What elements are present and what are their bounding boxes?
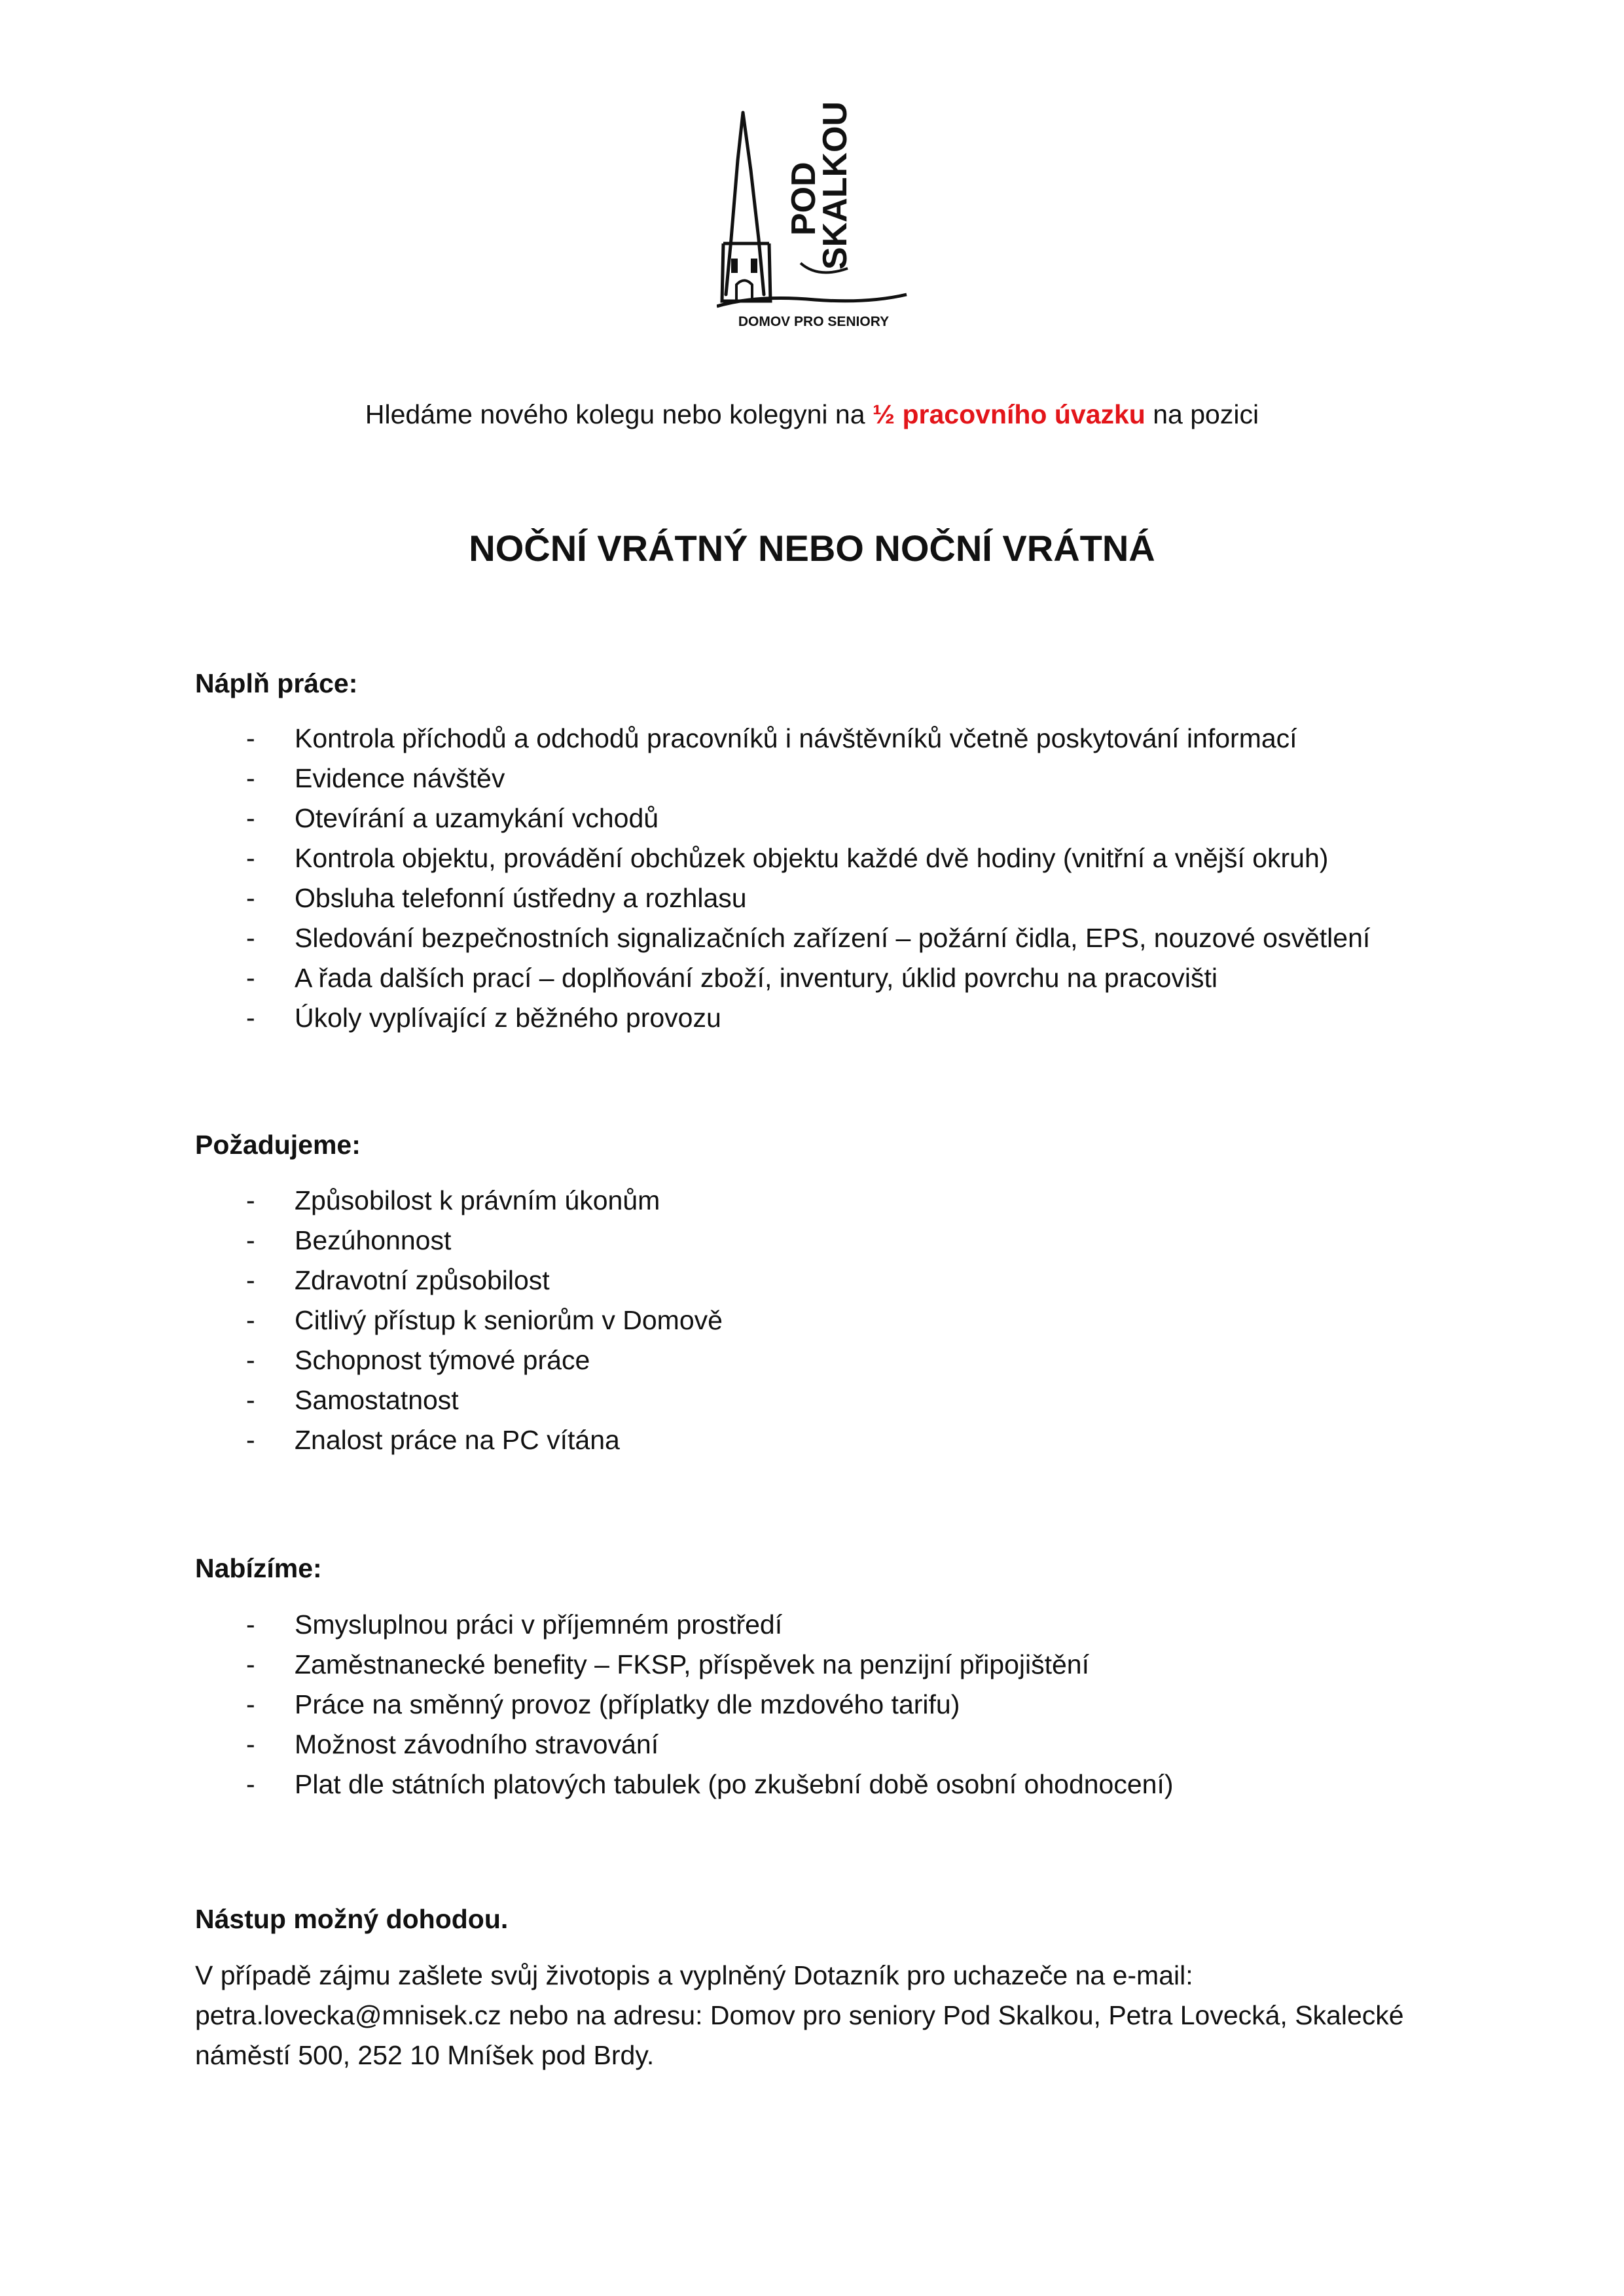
list-item: - Kontrola objektu, provádění obchůzek objektu každé dvě hodiny (vnitřní a vnější okruh) — [195, 840, 1471, 880]
bullet-dash: - — [246, 1769, 255, 1799]
duties-heading: Náplň práce: — [195, 668, 358, 698]
list-item: - Obsluha telefonní ústředny a rozhlasu — [195, 880, 1471, 920]
list-item: - A řada dalších prací – doplňování zboží, inventury, úklid povrchu na pracovišti — [195, 960, 1471, 1000]
church-spire-logo-icon — [717, 98, 913, 334]
organization-logo — [717, 98, 913, 334]
bullet-dash: - — [246, 1649, 255, 1679]
list-item: - Evidence návštěv — [195, 761, 1471, 800]
bullet-dash: - — [246, 1305, 255, 1335]
contact-line: petra.lovecka@mnisek.cz nebo na adresu: Domov pro seniory Pod Skalkou, Petra Lovecká, Skalecké — [195, 2000, 1404, 2030]
list-item: - Zaměstnanecké benefity – FKSP, příspěvek na penzijní připojištění — [195, 1647, 1471, 1687]
list-item: - Způsobilost k právním úkonům — [195, 1183, 1471, 1223]
list-item: - Smysluplnou práci v příjemném prostředí — [195, 1607, 1471, 1647]
bullet-dash: - — [246, 1689, 255, 1719]
list-item: - Úkoly vyplívající z běžného provozu — [195, 1000, 1471, 1040]
logo-word-skalkou: SKALKOU — [816, 101, 854, 270]
intro-suffix: na pozici — [1145, 399, 1259, 429]
bullet-dash: - — [246, 923, 255, 953]
requirements-heading: Požadujeme: — [195, 1130, 361, 1160]
bullet-dash: - — [246, 803, 255, 833]
list-item: - Sledování bezpečnostních signalizačních zařízení – požární čidla, EPS, nouzové osvětlení — [195, 920, 1471, 960]
list-item: - Možnost závodního stravování — [195, 1727, 1471, 1767]
contact-line: náměstí 500, 252 10 Mníšek pod Brdy. — [195, 2040, 655, 2070]
position-title: NOČNÍ VRÁTNÝ NEBO NOČNÍ VRÁTNÁ — [469, 528, 1155, 569]
list-item: - Kontrola příchodů a odchodů pracovníků i návštěvníků včetně poskytování informací — [195, 721, 1471, 761]
list-item: - Schopnost týmové práce — [195, 1342, 1471, 1382]
bullet-dash: - — [246, 1225, 255, 1255]
bullet-dash: - — [246, 1185, 255, 1215]
intro-workload-highlight: ½ pracovního úvazku — [872, 399, 1146, 429]
list-item: - Samostatnost — [195, 1382, 1471, 1422]
bullet-dash: - — [246, 843, 255, 873]
list-item: - Práce na směnný provoz (příplatky dle mzdového tarifu) — [195, 1687, 1471, 1727]
bullet-dash: - — [246, 963, 255, 993]
contact-line: V případě zájmu zašlete svůj životopis a vyplněný Dotazník pro uchazeče na e-mail: — [195, 1960, 1193, 1990]
list-item: - Zdravotní způsobilost — [195, 1263, 1471, 1302]
logo-caption: DOMOV PRO SENIORY — [738, 314, 890, 329]
bullet-dash: - — [246, 1385, 255, 1415]
list-item: - Otevírání a uzamykání vchodů — [195, 800, 1471, 840]
bullet-dash: - — [246, 1729, 255, 1759]
list-item: - Plat dle státních platových tabulek (po zkušební době osobní ohodnocení) — [195, 1767, 1471, 1806]
bullet-dash: - — [246, 723, 255, 753]
requirements-list — [195, 1183, 1471, 1462]
logo-word-pod: POD — [785, 162, 823, 236]
list-item: - Citlivý přístup k seniorům v Domově — [195, 1302, 1471, 1342]
bullet-dash: - — [246, 1609, 255, 1640]
list-item: - Znalost práce na PC vítána — [195, 1422, 1471, 1462]
contact-paragraph — [195, 1956, 1452, 2075]
duties-list — [195, 721, 1471, 1040]
bullet-dash: - — [246, 1425, 255, 1455]
list-item: - Bezúhonnost — [195, 1223, 1471, 1263]
offers-heading: Nabízíme: — [195, 1553, 322, 1583]
bullet-dash: - — [246, 883, 255, 913]
bullet-dash: - — [246, 1003, 255, 1033]
bullet-dash: - — [246, 1345, 255, 1375]
bullet-dash: - — [246, 763, 255, 793]
bullet-dash: - — [246, 1265, 255, 1295]
intro-prefix: Hledáme nového kolegu nebo kolegyni na — [365, 399, 873, 429]
start-date-note: Nástup možný dohodou. — [195, 1904, 509, 1934]
offers-list — [195, 1607, 1471, 1806]
intro-line — [0, 397, 1624, 432]
